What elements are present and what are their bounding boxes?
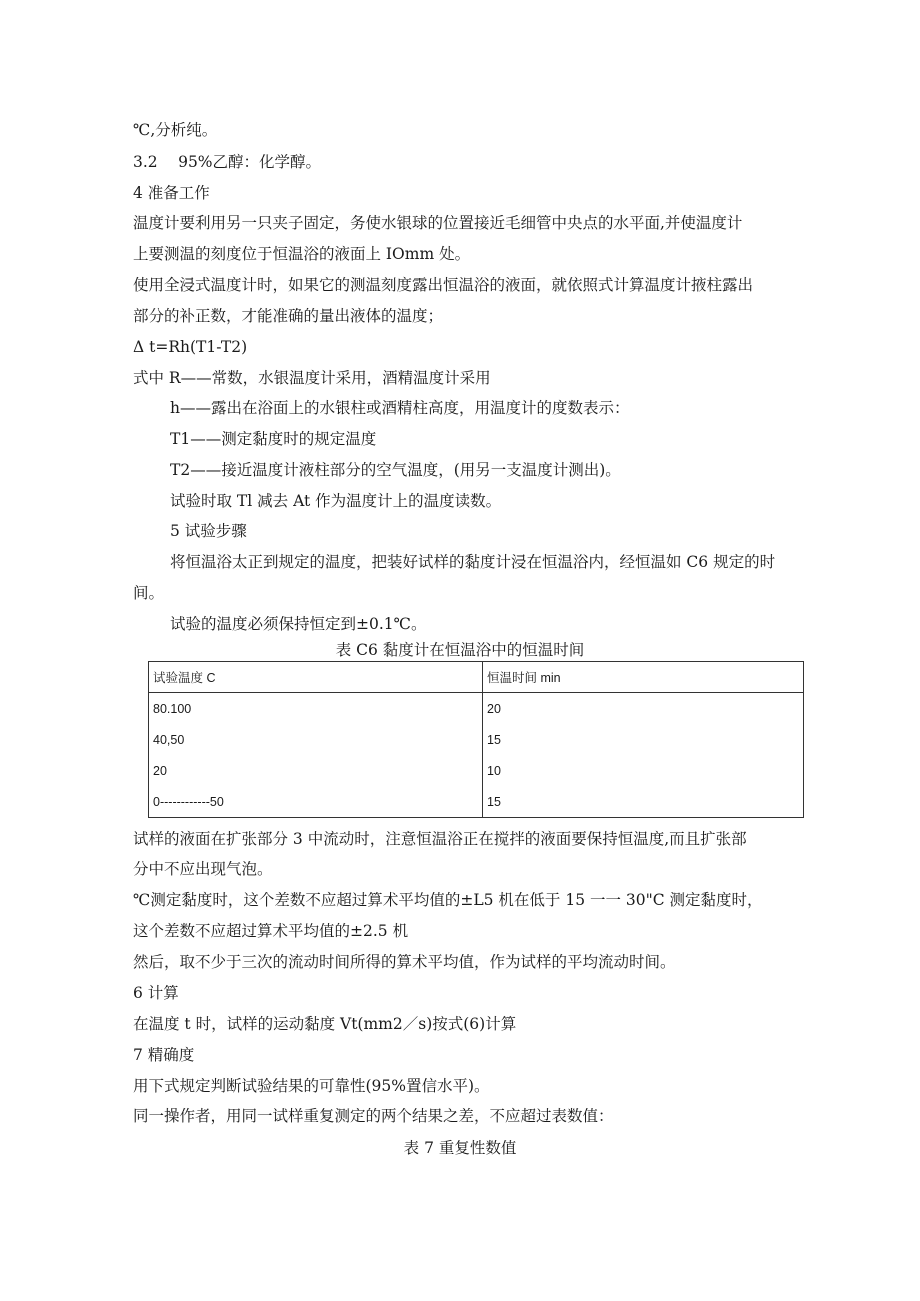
table-title: 表 C6 黏度计在恒温浴中的恒温时间	[335, 641, 585, 659]
text-line: 试样的液面在扩张部分 3 中流动时，注意恒温浴正在搅拌的液面要保持恒温度,而且扩张部	[133, 830, 747, 848]
text-line: 同一操作者，用同一试样重复测定的两个结果之差，不应超过表数值：	[133, 1107, 614, 1125]
section-heading: 6 计算	[133, 984, 179, 1002]
table-cell: 15	[483, 724, 804, 755]
text-line: 试验的温度必须保持恒定到±0.1℃。	[170, 615, 427, 633]
text-line: 3.2 95%乙醇：化学醇。	[133, 153, 322, 171]
text-line: 在温度 t 时，试样的运动黏度 Vt(mm2／s)按式(6)计算	[133, 1015, 517, 1033]
section-heading: 5 试验步骤	[170, 522, 247, 540]
text-line: 用下式规定判断试验结果的可靠性(95%置信水平)。	[133, 1077, 490, 1095]
table-row	[149, 786, 804, 818]
text-line: ℃,分析纯。	[133, 121, 218, 139]
text-line: T2——接近温度计液柱部分的空气温度，(用另一支温度计测出)。	[170, 461, 621, 479]
text-line: 这个差数不应超过算术平均值的±2.5 机	[133, 922, 409, 940]
table-header-cell: 恒温时间 min	[483, 662, 804, 693]
table-cell: 15	[483, 786, 804, 818]
formula: Δ t=Rh(T1-T2)	[133, 338, 248, 356]
table-cell: 0------------50	[149, 786, 483, 818]
text-line: 分中不应出现气泡。	[133, 860, 273, 878]
section-heading: 7 精确度	[133, 1046, 195, 1064]
text-line: 使用全浸式温度计时，如果它的测温刻度露出恒温浴的液面，就依照式计算温度计掖柱露出	[133, 276, 754, 294]
text-line: 部分的补正数，才能准确的量出液体的温度；	[133, 307, 444, 325]
text-line: 将恒温浴太正到规定的温度，把装好试样的黏度计浸在恒温浴内，经恒温如 C6 规定的时	[170, 553, 776, 571]
text-line: 间。	[133, 584, 165, 602]
table-cell: 10	[483, 755, 804, 786]
table-cell: 20	[149, 755, 483, 786]
text-line: 然后，取不少于三次的流动时间所得的算术平均值，作为试样的平均流动时间。	[133, 953, 676, 971]
text-line: T1——测定黏度时的规定温度	[170, 430, 377, 448]
table-title: 表 7 重复性数值	[403, 1139, 517, 1157]
table-header-row	[149, 662, 804, 693]
table-cell: 20	[483, 693, 804, 725]
text-line: ℃测定黏度时，这个差数不应超过算术平均值的±L5 机在低于 15 一一 30"C 测定黏度时，	[133, 891, 763, 909]
text-line: 式中 R——常数，水银温度计采用，酒精温度计采用	[133, 369, 491, 387]
text-line: 上要测温的刻度位于恒温浴的液面上 IOmm 处。	[133, 245, 471, 263]
text-line: 温度计要利用另一只夹子固定，务使水银球的位置接近毛细管中央点的水平面,并使温度计	[133, 214, 743, 232]
constant-temp-table	[148, 661, 804, 818]
table-cell: 40,50	[149, 724, 483, 755]
text-line: h——露出在浴面上的水银柱或酒精柱高度，用温度计的度数表示：	[170, 399, 630, 417]
table-cell: 80.100	[149, 693, 483, 725]
text-line: 试验时取 Tl 减去 At 作为温度计上的温度读数。	[170, 492, 502, 510]
table-header-cell: 试验温度 C	[149, 662, 483, 693]
section-heading: 4 准备工作	[133, 184, 210, 202]
table-row	[149, 693, 804, 725]
table-row	[149, 724, 804, 755]
table-row	[149, 755, 804, 786]
